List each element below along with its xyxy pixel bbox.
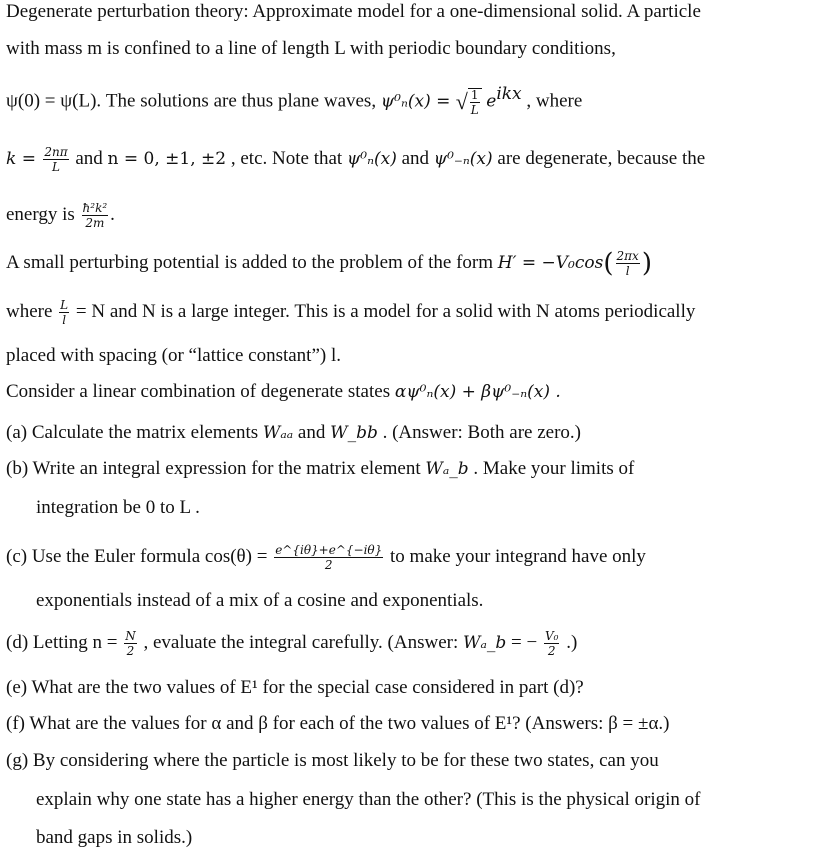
text: , where bbox=[526, 90, 583, 112]
num: N bbox=[125, 629, 136, 643]
title-text: Degenerate perturbation theory: Approximate model for a one-dimensional solid. A particle bbox=[6, 1, 701, 22]
W-bb: W_bb bbox=[330, 423, 378, 443]
text: (e) What are the two values of E¹ for the special case considered in part (d)? bbox=[6, 677, 584, 698]
den: 2 bbox=[324, 558, 333, 572]
num: e^{iθ}+e^{−iθ} bbox=[275, 543, 383, 557]
text: = − bbox=[511, 631, 538, 653]
perturbation-expr: H′ = −V₀cos bbox=[497, 252, 604, 273]
text: . Make your limits of bbox=[473, 458, 635, 479]
V0-over-2 bbox=[544, 630, 559, 657]
den: l bbox=[625, 264, 630, 278]
text: = N and N is a large integer. This is a model for a solid with N atoms periodically bbox=[75, 300, 696, 322]
text: , evaluate the integral carefully. (Answer: bbox=[143, 631, 464, 653]
line-4 bbox=[6, 146, 705, 173]
text: (g) By considering where the particle is most likely to be for these two states, can you bbox=[6, 750, 659, 771]
k-fraction bbox=[43, 146, 68, 173]
L-over-l bbox=[59, 299, 69, 326]
line-3 bbox=[6, 84, 583, 117]
text: and bbox=[297, 422, 331, 443]
line-13 bbox=[6, 544, 646, 571]
line-6: A small perturbing potential is added to the problem of the form H′ = −V₀cos( $\frac{2\pi x}{l}$ ) bbox=[6, 248, 652, 279]
cos-arg bbox=[616, 250, 640, 277]
energy-fraction bbox=[82, 202, 109, 229]
den: l bbox=[62, 313, 67, 327]
line-10 bbox=[6, 421, 581, 445]
W-ab: Wₐ_b bbox=[425, 459, 469, 479]
line-7 bbox=[6, 299, 695, 326]
den: 2m bbox=[85, 216, 105, 230]
sqrt-expr: √ $\frac{1}{L}$ bbox=[456, 88, 482, 116]
W-ab: Wₐ_b bbox=[463, 632, 507, 653]
text: with mass m is confined to a line of length L with periodic boundary conditions, bbox=[6, 38, 616, 59]
text: band gaps in solids.) bbox=[36, 827, 193, 848]
line-16 bbox=[6, 676, 584, 700]
num: 1 bbox=[470, 88, 479, 102]
line-1 bbox=[6, 0, 701, 24]
exp-base: e bbox=[486, 91, 497, 112]
text: Consider a linear combination of degenerate states bbox=[6, 381, 395, 402]
text: to make your integrand have only bbox=[390, 545, 646, 567]
den: L bbox=[52, 160, 60, 174]
text: A small perturbing potential is added to the problem of the form bbox=[6, 251, 498, 273]
text: (c) Use the Euler formula cos(θ) = bbox=[6, 545, 273, 567]
line-11 bbox=[6, 457, 634, 481]
num: 2nπ bbox=[44, 145, 68, 159]
text: energy is bbox=[6, 203, 80, 225]
W-aa: Wₐₐ bbox=[262, 423, 294, 443]
line-14 bbox=[36, 589, 483, 613]
num: V₀ bbox=[544, 629, 559, 643]
line-8 bbox=[6, 344, 341, 368]
text: (b) Write an integral expression for the matrix element bbox=[6, 458, 426, 479]
den: 2 bbox=[547, 644, 556, 658]
text: where bbox=[6, 300, 58, 322]
text: explain why one state has a higher energy than the other? (This is the physical origin of bbox=[36, 789, 701, 810]
k-expr: k = bbox=[6, 148, 42, 169]
line-15 bbox=[6, 630, 577, 657]
line-20 bbox=[36, 826, 192, 850]
psi-minus-n: ψ⁰₋ₙ(x) bbox=[433, 148, 493, 169]
text: , etc. Note that bbox=[230, 147, 347, 169]
den: L bbox=[470, 103, 479, 117]
den: 2 bbox=[126, 644, 135, 658]
wavefunction-expr: ψ⁰ₙ(x) = bbox=[380, 91, 456, 112]
psi-n: ψ⁰ₙ(x) bbox=[346, 148, 397, 169]
euler-fraction bbox=[274, 544, 383, 571]
text: and bbox=[75, 147, 108, 169]
text: exponentials instead of a mix of a cosine and exponentials. bbox=[36, 590, 484, 611]
line-17 bbox=[6, 712, 669, 736]
linear-combination: αψ⁰ₙ(x) + βψ⁰₋ₙ(x) . bbox=[394, 382, 561, 402]
line-12 bbox=[36, 496, 200, 520]
num: ħ²k² bbox=[82, 201, 108, 215]
line-2 bbox=[6, 37, 616, 61]
text: (a) Calculate the matrix elements bbox=[6, 422, 263, 443]
text: and bbox=[401, 147, 434, 169]
text: .) bbox=[566, 631, 578, 653]
text: are degenerate, because the bbox=[497, 147, 706, 169]
text: (d) Letting n = bbox=[6, 631, 123, 653]
line-9 bbox=[6, 380, 561, 404]
num: L bbox=[60, 298, 69, 312]
text: integration be 0 to L . bbox=[36, 497, 200, 518]
N-over-2 bbox=[124, 630, 137, 657]
text: ψ(0) = ψ(L). The solutions are thus plane waves, bbox=[6, 90, 381, 112]
text: (f) What are the values for α and β for each of the two values of E¹? (Answers: β = ±α.) bbox=[6, 713, 670, 734]
n-values: n = 0, ±1, ±2 bbox=[107, 148, 227, 169]
text: placed with spacing (or “lattice constant”) l. bbox=[6, 345, 342, 366]
line-18 bbox=[6, 749, 659, 773]
line-5: energy is $\frac{\text{ħ²k²}}{2m}$ . bbox=[6, 201, 115, 230]
text: . (Answer: Both are zero.) bbox=[382, 422, 581, 443]
num: 2πx bbox=[616, 249, 639, 263]
line-19 bbox=[36, 788, 700, 812]
exp-power: ikx bbox=[496, 84, 522, 105]
